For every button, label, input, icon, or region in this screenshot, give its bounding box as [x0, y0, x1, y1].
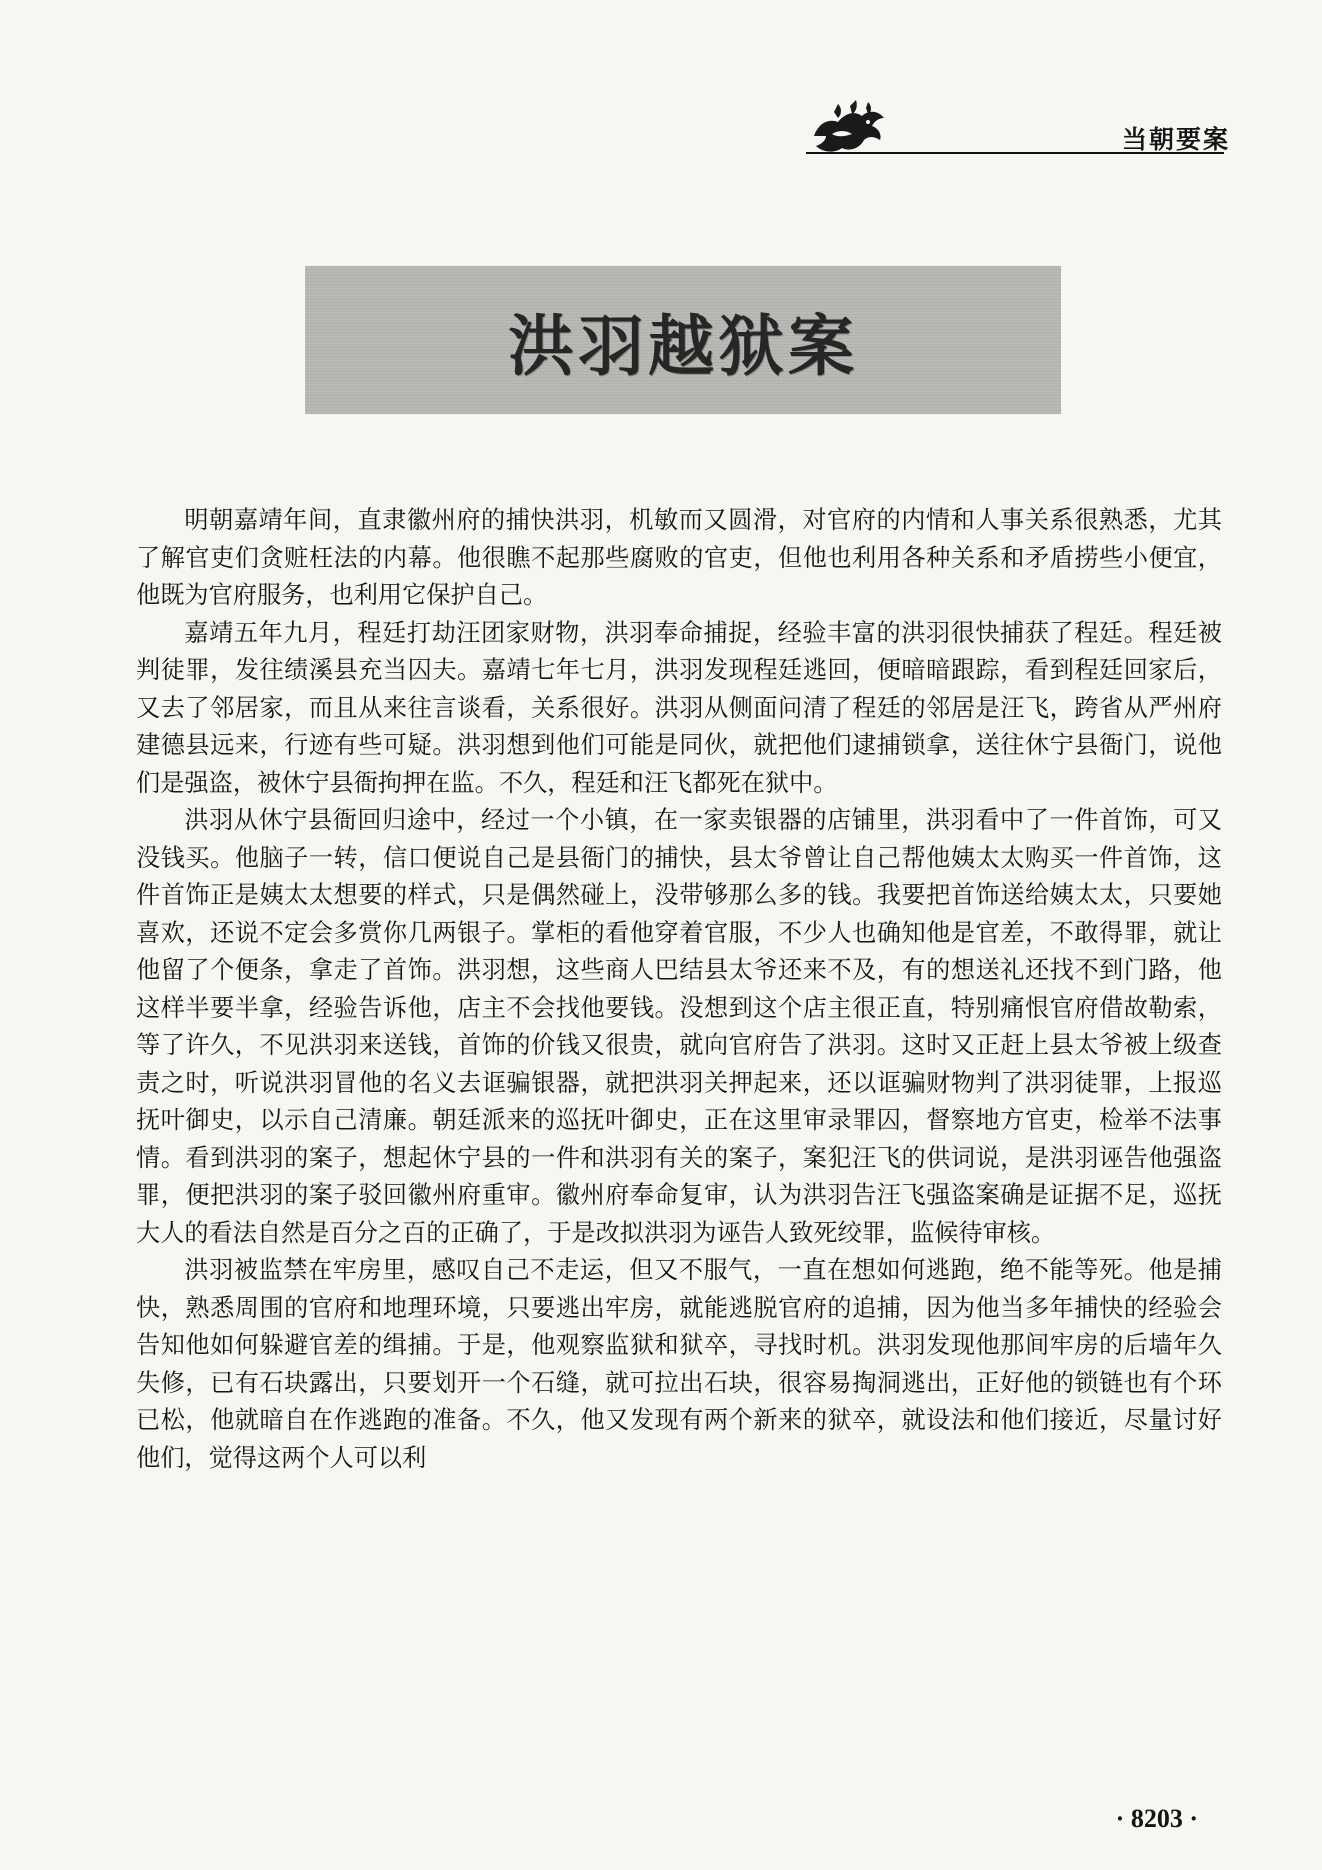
article-title: 洪羽越狱案 [508, 307, 858, 385]
paragraph: 嘉靖五年九月，程廷打劫汪团家财物，洪羽奉命捕捉，经验丰富的洪羽很快捕获了程廷。程廷被判徒罪，发往绩溪县充当囚夫。嘉靖七年七月，洪羽发现程廷逃回，便暗暗跟踪，看到程廷回家后，又去了邻居家，而且从来往言谈看，关系很好。洪羽从侧面问清了程廷的邻居是汪飞，跨省从严州府建德县远来，行迹有些可疑。洪羽想到他们可能是同伙，就把他们逮捕锁拿，送往休宁县衙门，说他们是强盗，被休宁县衙拘押在监。不久，程廷和汪飞都死在狱中。 [136, 618, 1222, 797]
page-number: · 8203 · [1115, 1804, 1198, 1833]
title-banner [305, 266, 1061, 414]
paragraph: 洪羽从休宁县衙回归途中，经过一个小镇，在一家卖银器的店铺里，洪羽看中了一件首饰，可又没钱买。他脑子一转，信口便说自己是县衙门的捕快，县太爷曾让自己帮他姨太太购买一件首饰，这件首饰正是姨太太想要的样式，只是偶然碰上，没带够那么多的钱。我要把首饰送给姨太太，只要她喜欢，还说不定会多赏你几两银子。掌柜的看他穿着官服，不少人也确知他是官差，不敢得罪，就让他留了个便条，拿走了首饰。洪羽想，这些商人巴结县太爷还来不及，有的想送礼还找不到门路，他这样半要半拿，经验告诉他，店主不会找他要钱。没想到这个店主很正直，特别痛恨官府借故勒索，等了许久，不见洪羽来送钱，首饰的价钱又很贵，就向官府告了洪羽。这时又正赶上县太爷被上级查责之时，听说洪羽冒他的名义去诓骗银器，就把洪羽关押起来，还以诓骗财物判了洪羽徒罪，上报巡抚叶御史，以示自己清廉。朝廷派来的巡抚叶御史，正在这里审录罪囚，督察地方官吏，检举不法事情。看到洪羽的案子，想起休宁县的一件和洪羽有关的案子，案犯汪飞的供词说，是洪羽诬告他强盗罪，便把洪羽的案子驳回徽州府重审。徽州府奉命复审，认为洪羽告汪飞强盗案确是证据不足，巡抚大人的看法自然是百分之百的正确了，于是改拟洪羽为诬告人致死绞罪，监候待审核。 [136, 806, 1222, 1247]
section-title: 当朝要案 [1121, 125, 1230, 154]
article-body [136, 502, 1222, 1477]
paragraph: 洪羽被监禁在牢房里，感叹自己不走运，但又不服气，一直在想如何逃跑，绝不能等死。他是捕快，熟悉周围的官府和地理环境，只要逃出牢房，就能逃脱官府的追捕，因为他当多年捕快的经验会告知他如何躲避官差的缉捕。于是，他观察监狱和狱卒，寻找时机。洪羽发现他那间牢房的后墙年久失修，已有石块露出，只要划开一个石缝，就可拉出石块，很容易掏洞逃出，正好他的锁链也有个环已松，他就暗自在作逃跑的准备。不久，他又发现有两个新来的狱卒，就设法和他们接近，尽量讨好他们，觉得这两个人可以利 [136, 1256, 1222, 1472]
dragon-icon [808, 96, 890, 158]
paragraph: 明朝嘉靖年间，直隶徽州府的捕快洪羽，机敏而又圆滑，对官府的内情和人事关系很熟悉，尤其了解官吏们贪赃枉法的内幕。他很瞧不起那些腐败的官吏，但他也利用各种关系和矛盾捞些小便宜，他既为官府服务，也利用它保护自己。 [136, 506, 1222, 609]
